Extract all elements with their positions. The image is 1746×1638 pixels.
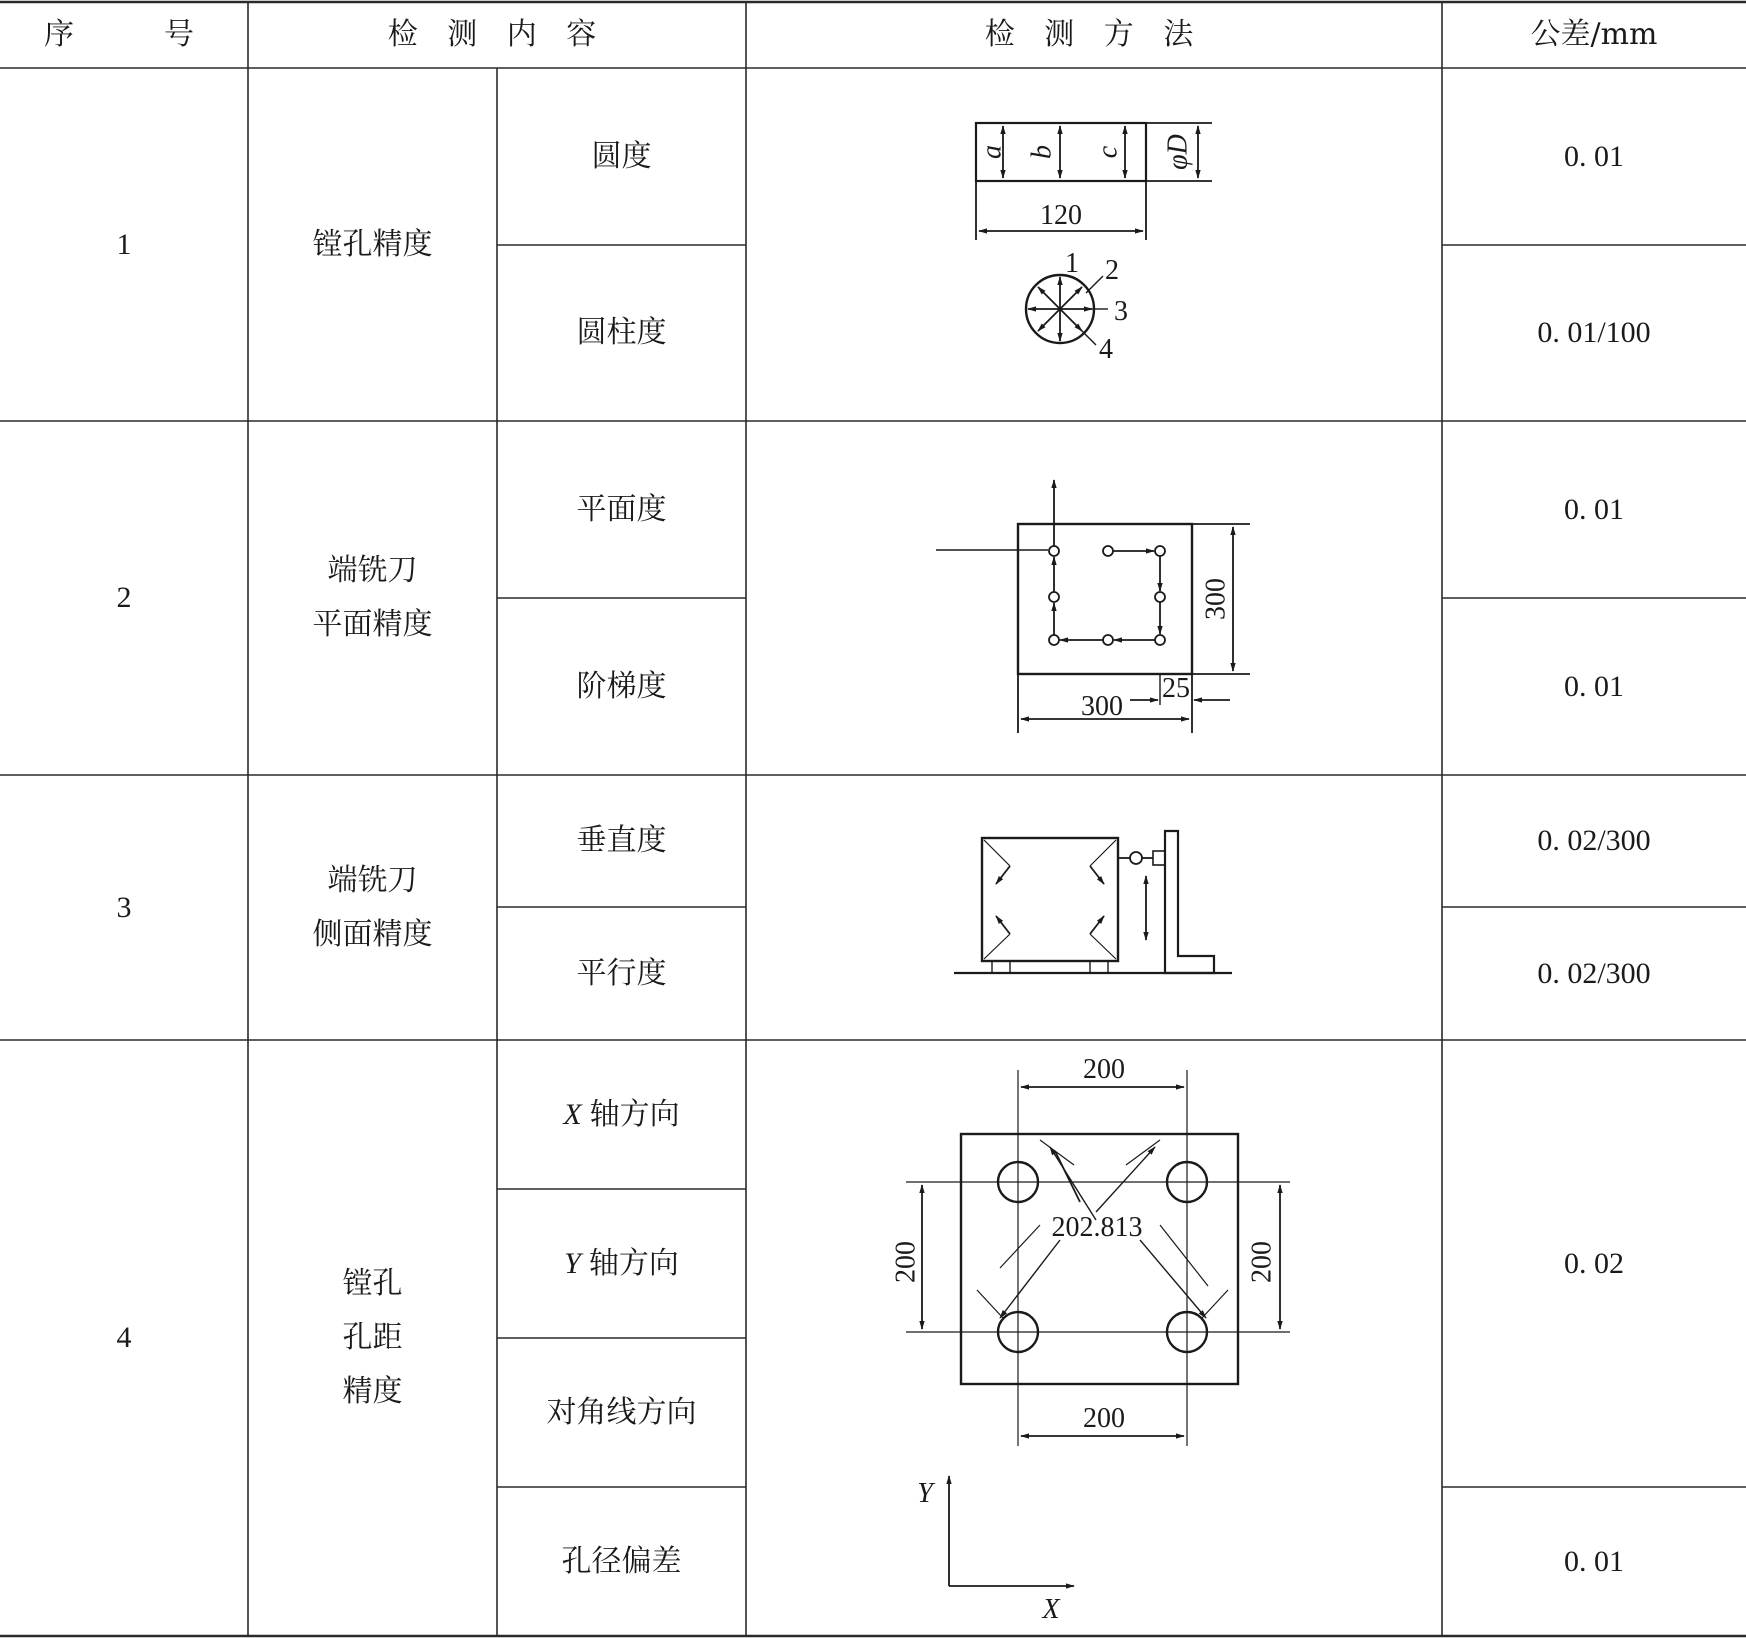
row-2-tolerance-2: 0. 01	[1564, 669, 1624, 703]
dim-200-left: 200	[890, 1241, 922, 1283]
row-4-no: 4	[116, 1321, 132, 1354]
header-content: 检 测 内 容	[387, 17, 607, 52]
dim-length-120: 120	[1040, 200, 1082, 231]
point-3: 3	[1114, 296, 1128, 327]
row-4-category-line-3: 精度	[342, 1374, 403, 1409]
header-no: 序 号	[44, 17, 204, 52]
dim-c: c	[1092, 145, 1124, 159]
header-method: 检 测 方 法	[984, 17, 1204, 52]
row-4-item-1-label: 轴方向	[589, 1096, 680, 1132]
dim-300-horizontal: 300	[1081, 691, 1123, 722]
row-4-item-1-axis: X	[563, 1097, 582, 1131]
row-2-category-line-2: 平面精度	[312, 607, 433, 642]
row-3-no: 3	[116, 890, 132, 924]
dim-200-bottom: 200	[1083, 1403, 1125, 1434]
row-2-no: 2	[116, 581, 132, 614]
row-3-item-2: 平行度	[576, 955, 667, 991]
row-4-item-3: 对角线方向	[546, 1394, 697, 1430]
axis-x-label: X	[1042, 1594, 1060, 1625]
row-4-item-1	[497, 1040, 746, 1189]
dim-25: 25	[1162, 673, 1190, 704]
dim-phiD: φD	[1162, 134, 1194, 170]
row-3-category	[248, 775, 497, 1040]
dim-300-vertical: 300	[1200, 578, 1232, 620]
point-2: 2	[1105, 255, 1119, 286]
row-1-item-1: 圆度	[591, 138, 652, 174]
row-4-item-2	[497, 1189, 746, 1338]
row-2-category	[248, 421, 497, 775]
row-1-item-2: 圆柱度	[576, 315, 667, 350]
row-4-item-2-label: 轴方向	[588, 1245, 679, 1281]
row-1-category: 镗孔精度	[312, 226, 433, 262]
point-1: 1	[1065, 248, 1079, 279]
row-2-item-2: 阶梯度	[576, 668, 667, 704]
row-4-item-4: 孔径偏差	[561, 1543, 682, 1579]
row-4-tolerance-shared: 0. 02	[1564, 1246, 1624, 1280]
point-4: 4	[1099, 334, 1113, 365]
dim-diagonal: 202.813	[1051, 1212, 1143, 1243]
row-2-category-line-1: 端铣刀	[327, 553, 418, 588]
row-3-tolerance-2: 0. 02/300	[1537, 956, 1651, 990]
row-3-item-1: 垂直度	[576, 823, 667, 858]
row-4-item-2-axis: Y	[564, 1246, 581, 1280]
figure-hole-pitch	[906, 1070, 1290, 1586]
row-1-tolerance-1: 0. 01	[1564, 139, 1624, 173]
row-3-tolerance-1: 0. 02/300	[1537, 824, 1651, 857]
row-3-category-line-1: 端铣刀	[327, 862, 418, 898]
axis-y-label: Y	[917, 1478, 933, 1509]
row-2-item-1: 平面度	[576, 491, 667, 527]
dim-200-top: 200	[1083, 1054, 1125, 1085]
dim-b: b	[1026, 145, 1058, 159]
row-2-tolerance-1: 0. 01	[1564, 492, 1624, 526]
row-4-category-line-2: 孔距	[342, 1320, 403, 1355]
dim-a: a	[976, 145, 1008, 159]
dim-200-right: 200	[1246, 1241, 1278, 1283]
header-tolerance: 公差/mm	[1530, 17, 1658, 52]
row-4-category-line-1: 镗孔	[342, 1266, 403, 1301]
row-4-category	[248, 1040, 497, 1636]
row-4-tolerance-4: 0. 01	[1564, 1544, 1624, 1578]
row-1-tolerance-2: 0. 01/100	[1537, 316, 1651, 349]
row-1-no: 1	[116, 227, 132, 261]
figure-side-milling	[954, 831, 1232, 973]
row-3-category-line-2: 侧面精度	[312, 916, 433, 952]
